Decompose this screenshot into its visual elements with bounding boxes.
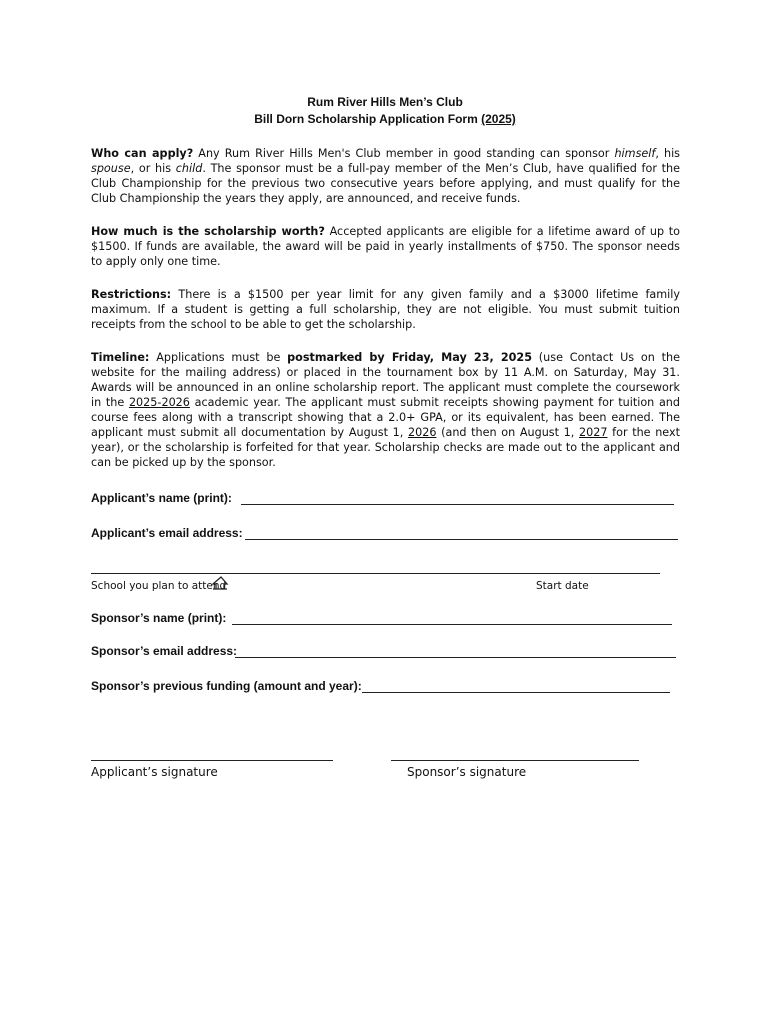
applicant-name-field[interactable] xyxy=(241,504,674,505)
sponsor-name-label: Sponsor’s name (print): xyxy=(91,611,227,625)
form-title xyxy=(0,112,770,126)
who-can-apply-paragraph xyxy=(91,146,680,206)
applicant-email-field[interactable] xyxy=(245,539,678,540)
timeline-paragraph xyxy=(91,350,680,470)
timeline-text-5: for the next year), or the scholarship is forfeited for that year. Scholarship checks are made out to the applicant and can be picked up by the sponsor. xyxy=(91,426,680,469)
applicant-signature-field[interactable] xyxy=(91,760,333,761)
restrictions-paragraph xyxy=(91,287,680,332)
club-name-heading: Rum River Hills Men’s Club xyxy=(307,95,463,109)
sponsor-email-field[interactable] xyxy=(235,657,676,658)
who-text-1: Any Rum River Hills Men's Club member in good standing can sponsor xyxy=(193,147,615,160)
worth-heading: How much is the scholarship worth? xyxy=(91,225,325,238)
school-label: School you plan to attend xyxy=(91,580,227,592)
who-text-2: , his xyxy=(655,147,681,160)
form-title-text: Bill Dorn Scholarship Application Form xyxy=(254,112,478,126)
timeline-heading: Timeline: xyxy=(91,351,150,364)
start-date-label: Start date xyxy=(536,580,589,592)
timeline-text-2: (use Contact Us on the website for the mailing address) or placed in the tournament box by 11 A.M. on Saturday, May 31. Awards will be announced in an online scholarship report. The applicant must complete the coursework in the xyxy=(91,351,680,409)
sponsor-name-field[interactable] xyxy=(232,624,672,625)
timeline-deadline: postmarked by Friday, May 23, 2025 xyxy=(287,351,532,364)
who-emph-himself: himself xyxy=(614,147,656,160)
sponsor-funding-label: Sponsor’s previous funding (amount and year): xyxy=(91,679,362,693)
applicant-signature-label: Applicant’s signature xyxy=(91,765,218,779)
restrictions-heading: Restrictions: xyxy=(91,288,172,301)
sponsor-signature-label: Sponsor’s signature xyxy=(407,765,527,779)
who-emph-child: child xyxy=(175,162,203,175)
applicant-email-label: Applicant’s email address: xyxy=(91,526,243,540)
worth-text: Accepted applicants are eligible for a lifetime award of up to $1500. If funds are available, the award will be paid in yearly installments of $750. The sponsor needs to apply only one time. xyxy=(91,225,681,268)
sponsor-email-label: Sponsor’s email address: xyxy=(91,644,238,658)
who-text-4: . The sponsor must be a full-pay member of the Men’s Club, have qualified for the Club Championship for the previous two consecutive years before applying, and must qualify for the Club Championship the years they apply, are announced, and receive funds. xyxy=(91,162,680,205)
who-emph-spouse: spouse xyxy=(91,162,131,175)
timeline-year-2026: 2026 xyxy=(407,426,437,439)
restrictions-text: There is a $1500 per year limit for any given family and a $3000 lifetime family maximum. If a student is getting a full scholarship, they are not eligible. You must submit tuition receipts from the school to be able to get the scholarship. xyxy=(91,288,680,331)
who-heading: Who can apply? xyxy=(91,147,194,160)
sponsor-funding-field[interactable] xyxy=(362,692,670,693)
who-text-3: , or his xyxy=(130,162,176,175)
sponsor-signature-field[interactable] xyxy=(391,760,639,761)
timeline-text-3: academic year. The applicant must submit receipts showing payment for tuition and course fees along with a transcript showing that a 2.0+ GPA, or its equivalent, has been earned. The applicant must submit all documentation by August 1, xyxy=(91,396,681,439)
scholarship-worth-paragraph xyxy=(91,224,680,269)
applicant-name-label: Applicant’s name (print): xyxy=(91,491,232,505)
timeline-text-4: (and then on August 1, xyxy=(436,426,580,439)
form-year: (2025) xyxy=(481,112,516,126)
school-start-date-field[interactable] xyxy=(91,573,660,574)
timeline-text-1: Applications must be xyxy=(149,351,288,364)
timeline-academic-year: 2025-2026 xyxy=(128,396,190,409)
arrow-up-cursor-icon xyxy=(212,575,230,591)
timeline-year-2027: 2027 xyxy=(579,426,608,439)
